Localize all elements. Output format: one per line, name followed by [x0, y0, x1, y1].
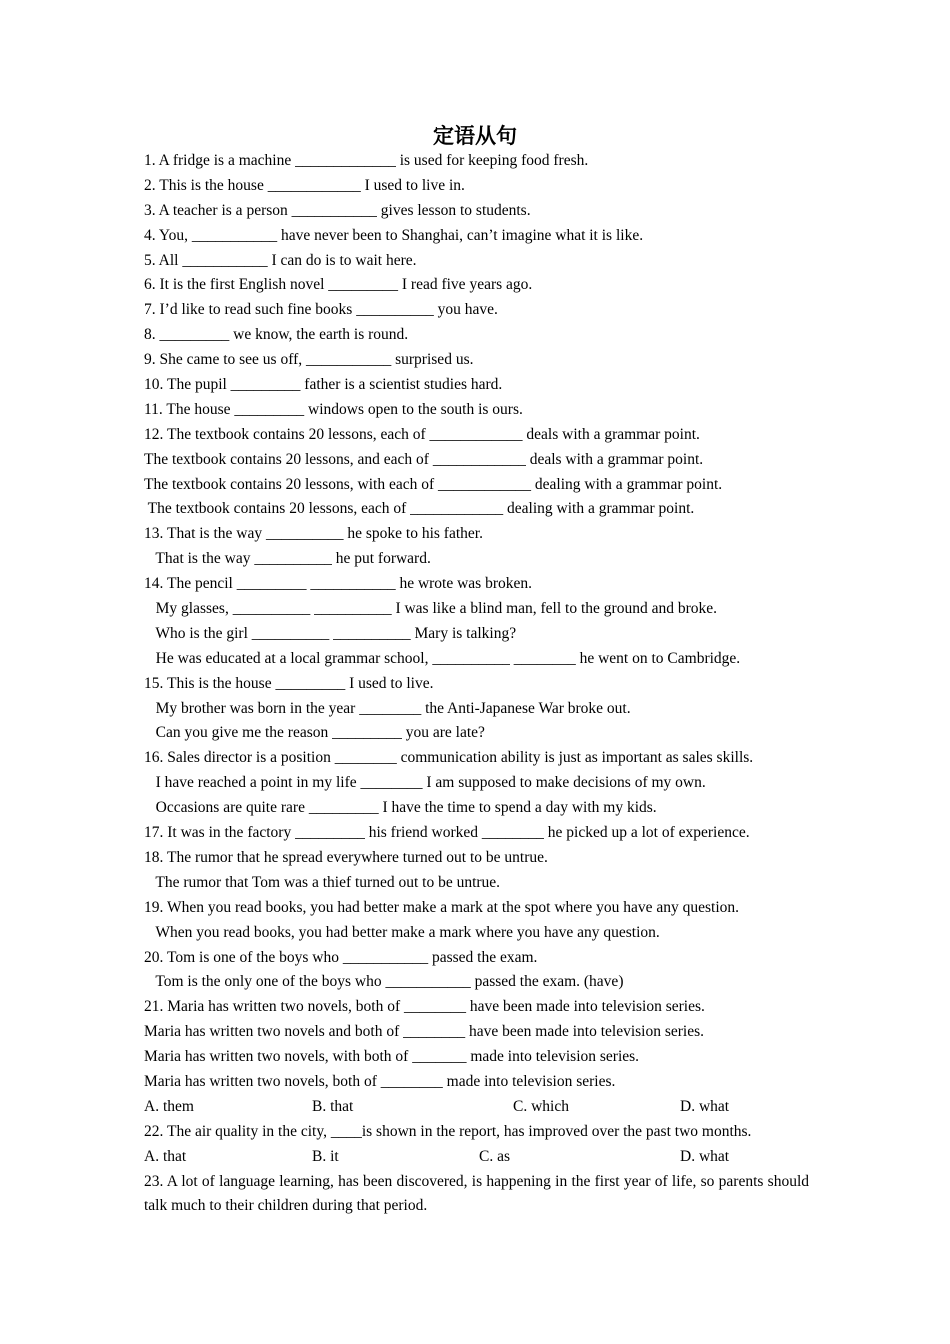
exercise-line: 19. When you read books, you had better make a mark at the spot where you have any question.	[144, 898, 740, 916]
exercise-line: 14. The pencil _________ ___________ he wrote was broken.	[144, 575, 533, 593]
exercise-line: 13. That is the way __________ he spoke to his father.	[144, 525, 483, 543]
exercise-line: Can you give me the reason _________ you are late?	[144, 724, 485, 742]
exercise-list	[144, 149, 809, 1219]
exercise-line: My glasses, __________ __________ I was like a blind man, fell to the ground and broke.	[144, 600, 717, 618]
exercise-line: Maria has written two novels and both of ________ have been made into television series.	[144, 1023, 705, 1041]
exercise-line: The textbook contains 20 lessons, each of ____________ dealing with a grammar point.	[144, 500, 695, 518]
exercise-line: Who is the girl __________ __________ Mary is talking?	[144, 624, 517, 642]
exercise-line: 15. This is the house _________ I used to live.	[144, 674, 434, 692]
exercise-line: 4. You, ___________ have never been to Shanghai, can’t imagine what it is like.	[144, 226, 644, 244]
option-c: C. as	[479, 1147, 510, 1165]
option-d: D. what	[680, 1097, 730, 1115]
question-22: 22. The air quality in the city, ____is shown in the report, has improved over the past two months.	[144, 1122, 752, 1140]
exercise-line: Maria has written two novels, with both of _______ made into television series.	[144, 1048, 640, 1066]
option-a: A. them	[144, 1097, 194, 1115]
exercise-line: My brother was born in the year ________ the Anti-Japanese War broke out.	[144, 699, 631, 717]
question-23: 23. A lot of language learning, has been discovered, is happening in the first year of life, so parents should talk much to their children during that period.	[144, 1172, 809, 1215]
page-title: 定语从句	[433, 123, 517, 148]
exercise-line: When you read books, you had better make a mark where you have any question.	[144, 923, 660, 941]
exercise-line: The rumor that Tom was a thief turned out to be untrue.	[144, 873, 501, 891]
exercise-line: 18. The rumor that he spread everywhere turned out to be untrue.	[144, 848, 548, 866]
exercise-line: 5. All ___________ I can do is to wait here.	[144, 251, 417, 269]
exercise-line: 6. It is the first English novel _________ I read five years ago.	[144, 276, 533, 294]
exercise-line: 10. The pupil _________ father is a scientist studies hard.	[144, 376, 503, 394]
exercise-line: He was educated at a local grammar school, __________ ________ he went on to Cambridge.	[144, 649, 741, 667]
exercise-line: 2. This is the house ____________ I used to live in.	[144, 176, 465, 194]
exercise-line: The textbook contains 20 lessons, and each of ____________ deals with a grammar point.	[144, 450, 704, 468]
q22-options	[144, 1145, 809, 1170]
exercise-line: 12. The textbook contains 20 lessons, each of ____________ deals with a grammar point.	[144, 425, 700, 443]
q21-options	[144, 1095, 809, 1120]
option-d: D. what	[680, 1147, 730, 1165]
exercise-line: I have reached a point in my life ________ I am supposed to make decisions of my own.	[144, 774, 706, 792]
exercise-line: 7. I’d like to read such fine books __________ you have.	[144, 301, 498, 319]
exercise-line: 21. Maria has written two novels, both of ________ have been made into television series.	[144, 998, 705, 1016]
exercise-line: Tom is the only one of the boys who ___________ passed the exam. (have)	[144, 973, 624, 991]
exercise-line: 11. The house _________ windows open to the south is ours.	[144, 400, 523, 418]
exercise-line: 3. A teacher is a person ___________ gives lesson to students.	[144, 201, 531, 219]
exercise-line: 16. Sales director is a position ________ communication ability is just as important as sales skills.	[144, 749, 754, 767]
option-b: B. it	[312, 1147, 339, 1165]
exercise-line: The textbook contains 20 lessons, with each of ____________ dealing with a grammar point.	[144, 475, 723, 493]
exercise-line: Occasions are quite rare _________ I have the time to spend a day with my kids.	[144, 799, 657, 817]
option-c: C. which	[513, 1097, 569, 1115]
option-a: A. that	[144, 1147, 187, 1165]
exercise-line: 9. She came to see us off, ___________ surprised us.	[144, 351, 474, 369]
exercise-line: 1. A fridge is a machine _____________ is used for keeping food fresh.	[144, 152, 589, 169]
option-b: B. that	[312, 1097, 354, 1115]
exercise-line: That is the way __________ he put forward.	[144, 550, 431, 568]
exercise-line: Maria has written two novels, both of ________ made into television series.	[144, 1072, 616, 1090]
exercise-line: 20. Tom is one of the boys who ___________ passed the exam.	[144, 948, 538, 966]
exercise-line: 17. It was in the factory _________ his friend worked ________ he picked up a lot of experience.	[144, 824, 750, 842]
exercise-line: 8. _________ we know, the earth is round.	[144, 326, 409, 344]
